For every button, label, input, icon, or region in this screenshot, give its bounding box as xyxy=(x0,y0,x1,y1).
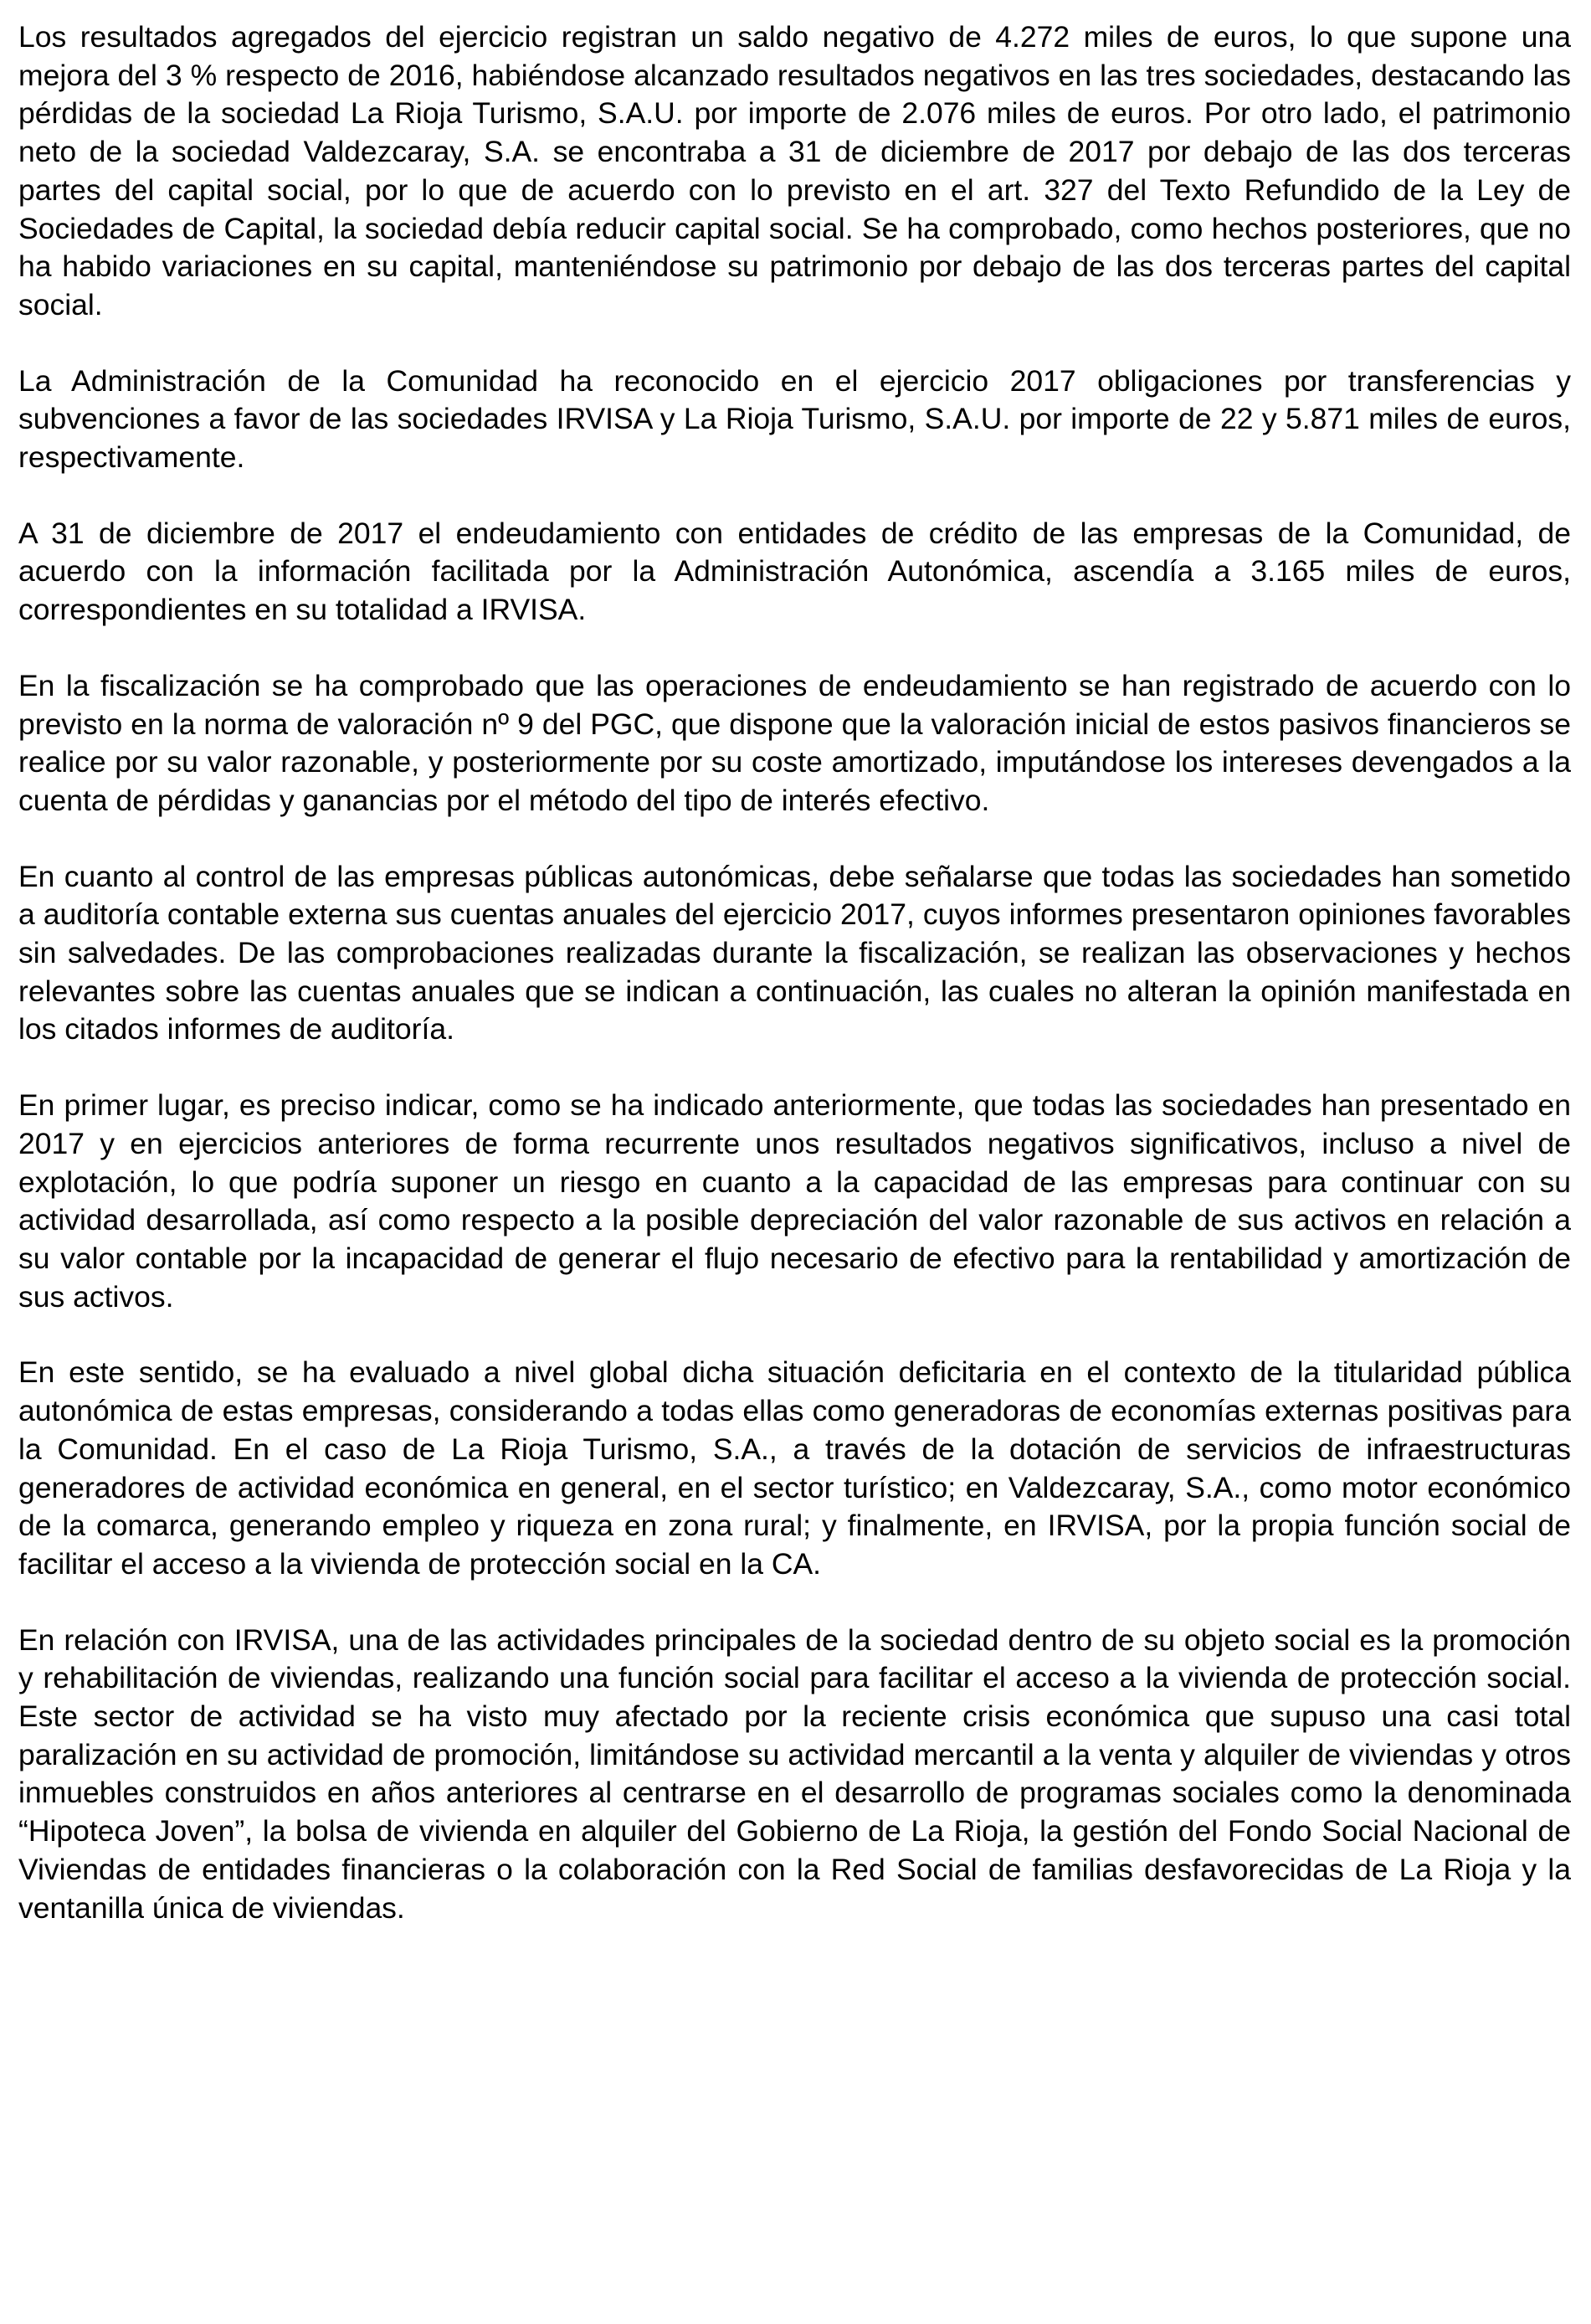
paragraph-endeudamiento: A 31 de diciembre de 2017 el endeudamiento con entidades de crédito de las empresas de la Comunidad, de acuerdo con la información facilitada por la Administración Autonómica, ascendía a 3.165 miles de euros, correspondientes en su totalidad a IRVISA. xyxy=(18,516,1571,627)
paragraph-resultados-agregados: Los resultados agregados del ejercicio registran un saldo negativo de 4.272 miles de euros, lo que supone una mejora del 3 % respecto de 2016, habiéndose alcanzado resultados negativos en las tres sociedades, destacando las pérdidas de la sociedad La Rioja Turismo, S.A.U. por importe de 2.076 miles de euros. Por otro lado, el patrimonio neto de la sociedad Valdezcaray, S.A. se encontraba a 31 de diciembre de 2017 por debajo de las dos terceras partes del capital social, por lo que de acuerdo con lo previsto en el art. 327 del Texto Refundido de la Ley de Sociedades de Capital, la sociedad debía reducir capital social. Se ha comprobado, como hechos posteriores, que no ha habido variaciones en su capital, manteniéndose su patrimonio por debajo de las dos terceras partes del capital social. xyxy=(18,20,1571,321)
paragraph-fiscalizacion-endeudamiento: En la fiscalización se ha comprobado que las operaciones de endeudamiento se han registrado de acuerdo con lo previsto en la norma de valoración nº 9 del PGC, que dispone que la valoración inicial de estos pasivos financieros se realice por su valor razonable, y posteriormente por su coste amortizado, imputándose los intereses devengados a la cuenta de pérdidas y ganancias por el método del tipo de interés efectivo. xyxy=(18,668,1571,817)
paragraph-resultados-negativos: En primer lugar, es preciso indicar, como se ha indicado anteriormente, que todas las sociedades han presentado en 2017 y en ejercicios anteriores de forma recurrente unos resultados negativos significativos, incluso a nivel de explotación, lo que podría suponer un riesgo en cuanto a la capacidad de las empresas para continuar con su actividad desarrollada, así como respecto a la posible depreciación del valor razonable de sus activos en relación a su valor contable por la incapacidad de generar el flujo necesario de efectivo para la rentabilidad y amortización de sus activos. xyxy=(18,1088,1571,1314)
paragraph-control-empresas: En cuanto al control de las empresas públicas autonómicas, debe señalarse que todas las sociedades han sometido a auditoría contable externa sus cuentas anuales del ejercicio 2017, cuyos informes presentaron opiniones favorables sin salvedades. De las comprobaciones realizadas durante la fiscalización, se realizan las observaciones y hechos relevantes sobre las cuentas anuales que se indican a continuación, las cuales no alteran la opinión manifestada en los citados informes de auditoría. xyxy=(18,859,1571,1046)
paragraph-transferencias-subvenciones: La Administración de la Comunidad ha reconocido en el ejercicio 2017 obligaciones por transferencias y subvenciones a favor de las sociedades IRVISA y La Rioja Turismo, S.A.U. por importe de 22 y 5.871 miles de euros, respectivamente. xyxy=(18,363,1571,475)
paragraph-irvisa: En relación con IRVISA, una de las actividades principales de la sociedad dentro de su objeto social es la promoción y rehabilitación de viviendas, realizando una función social para facilitar el acceso a la vivienda de protección social. Este sector de actividad se ha visto muy afectado por la reciente crisis económica que supuso una casi total paralización en su actividad de promoción, limitándose su actividad mercantil a la venta y alquiler de viviendas y otros inmuebles construidos en años anteriores al centrarse en el desarrollo de programas sociales como la denominada “Hipoteca Joven”, la bolsa de vivienda en alquiler del Gobierno de La Rioja, la gestión del Fondo Social Nacional de Viviendas de entidades financieras o la colaboración con la Red Social de familias desfavorecidas de La Rioja y la ventanilla única de viviendas. xyxy=(18,1622,1571,1925)
paragraph-situacion-deficitaria: En este sentido, se ha evaluado a nivel global dicha situación deficitaria en el contexto de la titularidad pública autonómica de estas empresas, considerando a todas ellas como generadoras de economías externas positivas para la Comunidad. En el caso de La Rioja Turismo, S.A., a través de la dotación de servicios de infraestructuras generadores de actividad económica en general, en el sector turístico; en Valdezcaray, S.A., como motor económico de la comarca, generando empleo y riqueza en zona rural; y finalmente, en IRVISA, por la propia función social de facilitar el acceso a la vivienda de protección social en la CA. xyxy=(18,1355,1571,1581)
document-body xyxy=(18,18,1571,1965)
